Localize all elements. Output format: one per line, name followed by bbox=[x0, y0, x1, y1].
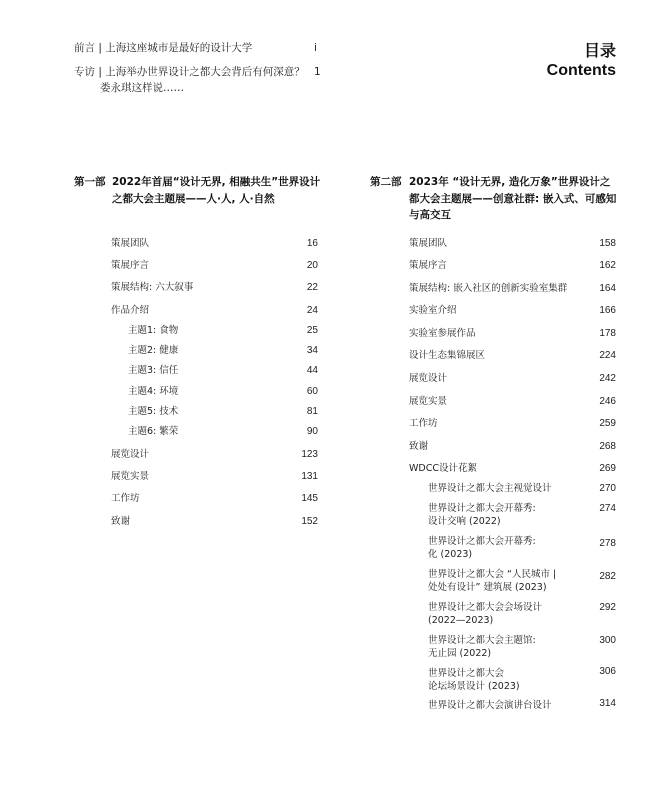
toc-entry[interactable]: 主题5: 技术 bbox=[128, 406, 179, 417]
toc-sub-entry[interactable] bbox=[428, 699, 552, 712]
toc-page-number: i bbox=[314, 42, 317, 54]
toc-entry[interactable]: 主题6: 繁荣 bbox=[128, 426, 179, 437]
toc-page-number: 22 bbox=[306, 282, 318, 293]
toc-entry[interactable]: 主题2: 健康 bbox=[128, 345, 179, 356]
toc-entry[interactable]: 工作坊 bbox=[111, 493, 140, 504]
toc-page-number: 300 bbox=[599, 635, 616, 646]
toc-sub-entry-line2: (2022—2023) bbox=[428, 615, 494, 626]
toc-entry[interactable]: 展览实景 bbox=[111, 471, 150, 482]
contents-title-english: Contents bbox=[546, 62, 616, 79]
toc-sub-entry[interactable] bbox=[428, 634, 536, 660]
toc-sub-entry-line1: 世界设计之都大会主题馆: bbox=[428, 635, 536, 646]
part1-title[interactable]: 2022年首届“设计无界, 相融共生”世界设计之都大会主题展——人·人, 人·自然 bbox=[112, 176, 321, 205]
toc-page-number: 166 bbox=[599, 305, 616, 316]
toc-entry[interactable]: 实验室参展作品 bbox=[409, 328, 476, 339]
toc-page-number: 282 bbox=[599, 571, 616, 582]
toc-entry-interview-line2[interactable]: 娄永琪这样说…… bbox=[100, 82, 184, 94]
toc-sub-entry-line2: 设计交响 (2022) bbox=[428, 516, 501, 527]
toc-page-number: 268 bbox=[599, 441, 616, 452]
toc-sub-entry[interactable] bbox=[428, 667, 520, 693]
toc-page-number: 306 bbox=[599, 666, 616, 677]
toc-entry-interview[interactable]: 专访 | 上海举办世界设计之都大会背后有何深意？ bbox=[74, 66, 305, 78]
toc-sub-entry[interactable] bbox=[428, 601, 542, 627]
toc-entry[interactable]: 设计生态集锦展区 bbox=[409, 350, 486, 361]
toc-entry[interactable]: 作品介绍 bbox=[111, 305, 150, 316]
toc-page-number: 274 bbox=[599, 503, 616, 514]
toc-page-number: 34 bbox=[306, 345, 318, 356]
toc-page-number: 123 bbox=[301, 449, 318, 460]
toc-page-number: 90 bbox=[306, 426, 318, 437]
toc-page-number: 292 bbox=[599, 602, 616, 613]
toc-page-number: 242 bbox=[599, 373, 616, 384]
toc-page-number: 16 bbox=[306, 238, 318, 249]
toc-sub-entry[interactable] bbox=[428, 502, 536, 528]
toc-page-number: 24 bbox=[306, 305, 318, 316]
toc-page-number: 259 bbox=[599, 418, 616, 429]
toc-page-number: 178 bbox=[599, 328, 616, 339]
toc-sub-entry-line1: 世界设计之都大会会场设计 bbox=[428, 602, 543, 613]
toc-page-number: 20 bbox=[306, 260, 318, 271]
toc-entry[interactable]: 策展团队 bbox=[409, 238, 448, 249]
part2-title[interactable]: 2023年 “设计无界, 造化万象”世界设计之都大会主题展——创意社群: 嵌入式、可感知与高交互 bbox=[409, 176, 617, 221]
toc-entry[interactable]: WDCC设计花絮 bbox=[409, 463, 477, 474]
contents-title-chinese: 目录 bbox=[583, 41, 616, 60]
toc-entry[interactable]: 主题4: 环境 bbox=[128, 386, 179, 397]
toc-entry[interactable]: 主题3: 信任 bbox=[128, 365, 179, 376]
toc-sub-entry[interactable] bbox=[428, 568, 556, 594]
toc-entry[interactable]: 策展结构: 嵌入社区的创新实验室集群 bbox=[409, 283, 568, 294]
toc-page-number: 164 bbox=[599, 283, 616, 294]
toc-page-number: 44 bbox=[306, 365, 318, 376]
toc-page-number: 269 bbox=[599, 463, 616, 474]
part2-label: 第二部 bbox=[370, 176, 402, 188]
toc-sub-entry-line2: 无止园 (2022) bbox=[428, 648, 492, 659]
toc-entry-preface[interactable]: 前言 | 上海这座城市是最好的设计大学 bbox=[74, 42, 253, 54]
toc-sub-entry-line1: 世界设计之都大会演讲台设计 bbox=[428, 700, 552, 711]
toc-sub-entry[interactable] bbox=[428, 535, 536, 561]
toc-entry[interactable]: 主题1: 食物 bbox=[128, 325, 179, 336]
toc-sub-entry-line1: 世界设计之都大会开幕秀: bbox=[428, 536, 536, 547]
toc-page-number: 162 bbox=[599, 260, 616, 271]
toc-entry[interactable]: 工作坊 bbox=[409, 418, 438, 429]
toc-entry[interactable]: 致谢 bbox=[409, 441, 429, 452]
toc-page-number: 278 bbox=[599, 538, 616, 549]
toc-entry[interactable]: 策展团队 bbox=[111, 238, 150, 249]
toc-entry[interactable]: 策展序言 bbox=[409, 260, 448, 271]
part1-label: 第一部 bbox=[74, 176, 106, 188]
toc-entry[interactable]: 展览设计 bbox=[409, 373, 448, 384]
toc-page-number: 246 bbox=[599, 396, 616, 407]
toc-sub-entry[interactable] bbox=[428, 482, 552, 495]
toc-sub-entry-line2: 论坛场景设计 (2023) bbox=[428, 681, 520, 692]
toc-page-number: 25 bbox=[306, 325, 318, 336]
toc-page-number: 1 bbox=[314, 66, 321, 78]
toc-entry[interactable]: 致谢 bbox=[111, 516, 131, 527]
toc-page-number: 145 bbox=[301, 493, 318, 504]
toc-page-number: 81 bbox=[306, 406, 318, 417]
toc-page-number: 158 bbox=[599, 238, 616, 249]
toc-sub-entry-line2: 处处有设计” 建筑展 (2023) bbox=[428, 582, 547, 593]
toc-entry[interactable]: 展览设计 bbox=[111, 449, 150, 460]
toc-sub-entry-line1: 世界设计之都大会 bbox=[428, 668, 505, 679]
toc-page-number: 314 bbox=[599, 698, 616, 709]
toc-entry[interactable]: 策展结构: 六大叙事 bbox=[111, 282, 194, 293]
toc-page-number: 131 bbox=[301, 471, 318, 482]
toc-entry[interactable]: 展览实景 bbox=[409, 396, 448, 407]
toc-page-number: 224 bbox=[599, 350, 616, 361]
toc-entry[interactable]: 策展序言 bbox=[111, 260, 150, 271]
toc-sub-entry-line1: 世界设计之都大会主视觉设计 bbox=[428, 483, 552, 494]
toc-page-number: 152 bbox=[301, 516, 318, 527]
toc-page-number: 270 bbox=[599, 483, 616, 494]
toc-entry[interactable]: 实验室介绍 bbox=[409, 305, 457, 316]
toc-sub-entry-line1: 世界设计之都大会 “人民城市 | bbox=[428, 569, 557, 580]
toc-page-number: 60 bbox=[306, 386, 318, 397]
toc-sub-entry-line1: 世界设计之都大会开幕秀: bbox=[428, 503, 536, 514]
toc-sub-entry-line2: 化 (2023) bbox=[428, 549, 473, 560]
